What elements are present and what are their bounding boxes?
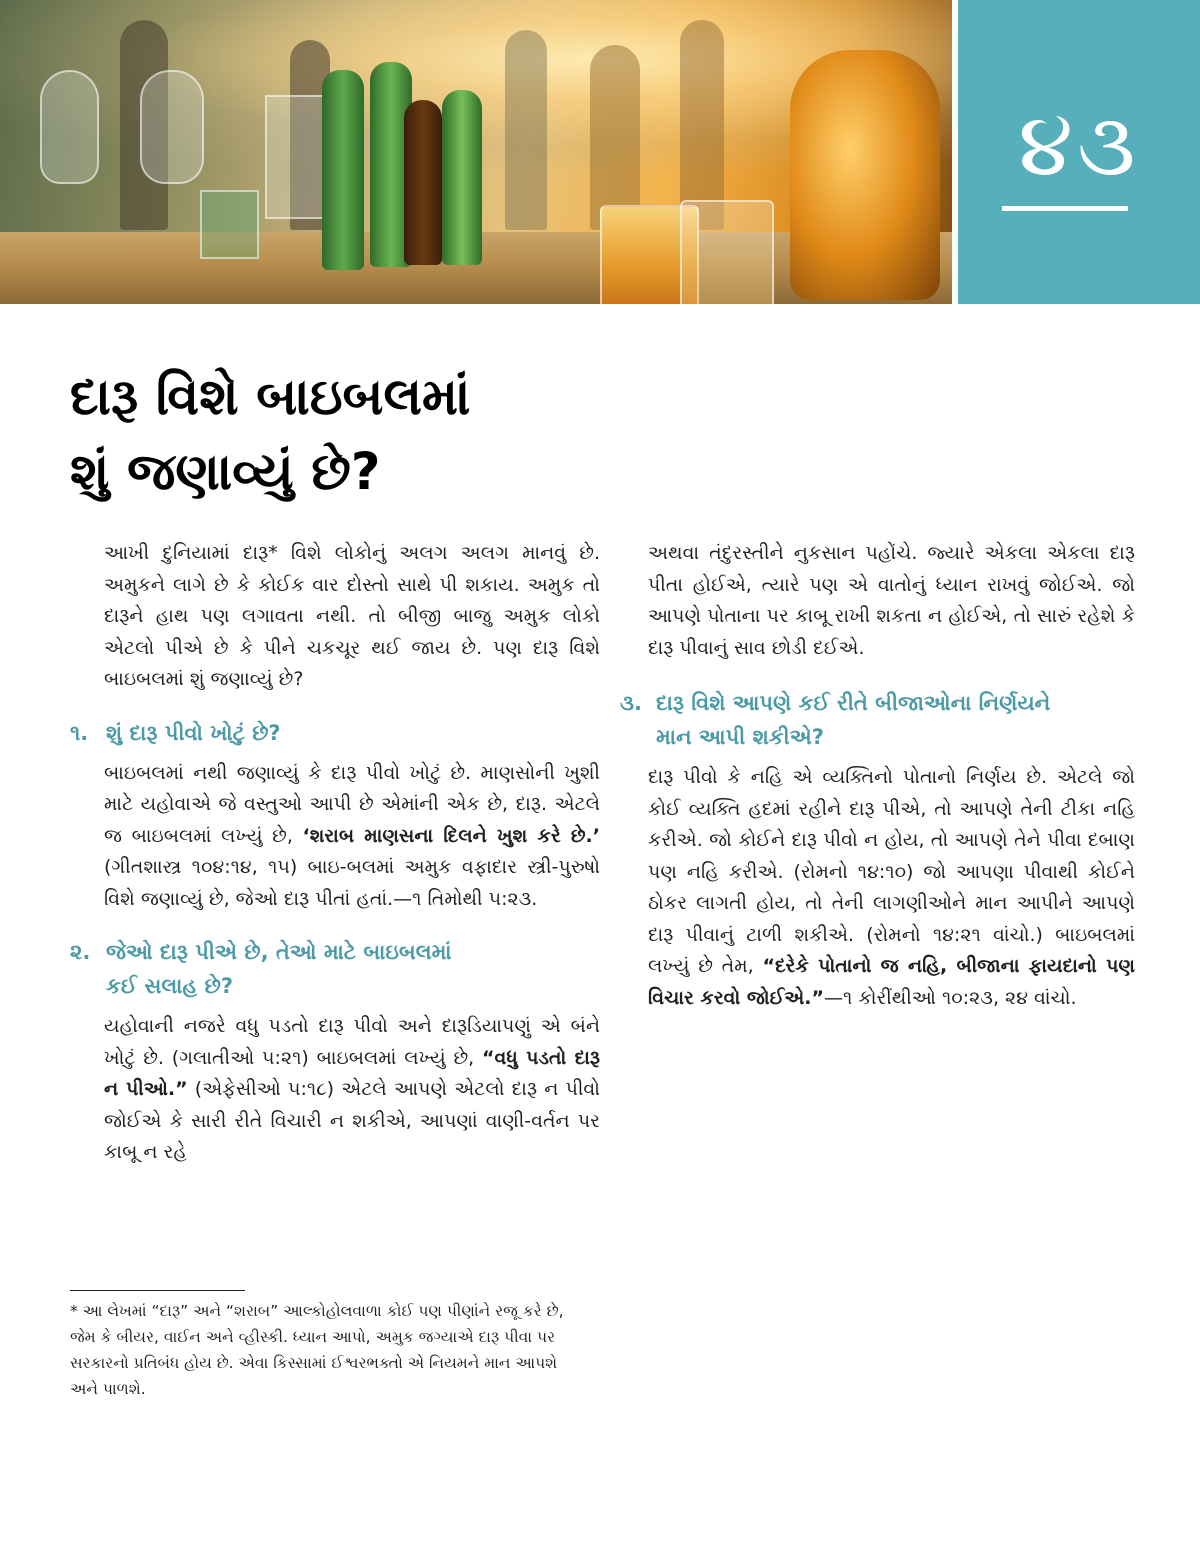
section-2-paragraph — [70, 1011, 600, 1169]
photo-bottle — [442, 90, 482, 265]
section-1-paragraph — [70, 758, 600, 916]
paragraph-text: બાઇબલમાં નથી જણાવ્યું કે દારૂ પીવો ખોટું છે. માણસોની ખુશી માટે યહોવાએ જે વસ્તુઓ આપી છે એમાંની એક છે, દારૂ. એટલે જ બાઇબલમાં લખ્યું છે, — [104, 761, 600, 847]
paragraph-text: યહોવાની નજરે વધુ પડતો દારૂ પીવો અને દારૂડિયાપણું એ બંને ખોટું છે. (ગલાતીઓ ૫:૨૧) બાઇબલમાં લખ્યું છે, — [104, 1015, 600, 1069]
title-line-2: શું જણાવ્યું છે? — [70, 443, 381, 502]
section-heading-text: માન આપી શકીએ? — [656, 725, 824, 749]
section-heading-text: દારૂ વિશે આપણે કઈ રીતે બીજાઓના નિર્ણયને — [656, 691, 1051, 715]
section-number: ૨. — [70, 940, 91, 964]
photo-person — [505, 30, 547, 230]
section-number: ૧. — [70, 720, 89, 745]
lesson-number-underline — [1002, 206, 1128, 211]
left-column — [70, 538, 600, 1169]
right-column — [620, 538, 1135, 1014]
photo-wine-glass — [140, 70, 204, 184]
bible-quote: “વધુ પડતો દારૂ ન પીઓ.” — [104, 1046, 600, 1100]
header-photo — [0, 0, 952, 304]
section-heading-text: શું દારૂ પીવો ખોટું છે? — [106, 720, 281, 745]
photo-tumbler — [200, 190, 259, 259]
photo-jug — [790, 50, 940, 300]
paragraph-text: —૧ કોરીંથીઓ ૧૦:૨૩, ૨૪ વાંચો. — [824, 986, 1077, 1009]
footnote-divider — [70, 1290, 245, 1291]
section-3-heading — [620, 686, 1135, 754]
section-number: ૩. — [620, 691, 642, 715]
section-2-paragraph-continued: અથવા તંદુરસ્તીને નુકસાન પહોંચે. જ્યારે એકલા એકલા દારૂ પીતા હોઈએ, ત્યારે પણ એ વાતોનું ધ્યાન રાખવું જોઈએ. જો આપણે પોતાના પર કાબૂ રાખી શકતા ન હોઈએ, તો સારું રહેશે કે દારૂ પીવાનું સાવ છોડી દઈએ. — [648, 542, 1135, 659]
footnote: * આ લેખમાં “દારૂ” અને “શરાબ” આલ્કોહોલવાળા કોઈ પણ પીણાંને રજૂ કરે છે, જેમ કે બીયર, વાઈન અને વ્હીસ્કી. ધ્યાન આપો, અમુક જગ્યાએ દારૂ પીવા પર સરકારનો પ્રતિબંધ હોય છે. એવા કિસ્સામાં ઈશ્વરભક્તો એ નિયમને માન આપશે અને પાળશે. — [70, 1302, 564, 1398]
page-title — [70, 360, 670, 510]
section-2-heading — [70, 935, 600, 1003]
paragraph-text: (એફેસીઓ ૫:૧૮) એટલે આપણે એટલો દારૂ ન પીવો જોઈએ કે સારી રીતે વિચારી ન શકીએ, આપણાં વાણી-વર્તન પર કાબૂ ન રહે — [104, 1078, 600, 1163]
photo-bottle — [322, 70, 364, 270]
section-1-heading — [70, 716, 600, 750]
photo-beer-glass — [680, 200, 774, 304]
intro-paragraph: આખી દુનિયામાં દારૂ* વિશે લોકોનું અલગ અલગ માનવું છે. અમુકને લાગે છે કે કોઈક વાર દોસ્તો સાથે પી શકાય. અમુક તો દારૂને હાથ પણ લગાવતા નથી. તો બીજી બાજુ અમુક લોકો એટલો પીએ છે કે પીને ચકચૂર થઈ જાય છે. પણ દારૂ વિશે બાઇબલમાં શું જણાવ્યું છે? — [104, 542, 600, 690]
paragraph-text: દારૂ પીવો કે નહિ એ વ્યક્તિનો પોતાનો નિર્ણય છે. એટલે જો કોઈ વ્યક્તિ હદમાં રહીને દારૂ પીએ, તો આપણે તેની ટીકા નહિ કરીએ. જો કોઈને દારૂ પીવો ન હોય, તો આપણે તેને પીવા દબાણ પણ નહિ કરીએ. (રોમનો ૧૪:૧૦) જો આપણા પીવાથી કોઈને ઠોકર લાગતી હોય, તો તેની લાગણીઓને માન આપીને આપણે દારૂ પીવાનું ટાળી શકીએ. (રોમનો ૧૪:૨૧ વાંચો.) બાઇબલમાં લખ્યું છે તેમ, — [648, 766, 1135, 977]
title-line-1: દારૂ વિશે બાઇબલમાં — [70, 368, 471, 427]
photo-person — [590, 45, 640, 230]
section-heading-text: જેઓ દારૂ પીએ છે, તેઓ માટે બાઇબલમાં — [106, 940, 452, 964]
bible-quote: ‘શરાબ માણસના દિલને ખુશ કરે છે.’ — [302, 824, 600, 847]
photo-wine-glass — [40, 70, 99, 184]
photo-tumbler — [265, 95, 324, 219]
section-3-paragraph — [620, 762, 1135, 1014]
lesson-badge — [958, 0, 1200, 304]
photo-bottle — [404, 100, 442, 265]
section-heading-text: કઈ સલાહ છે? — [106, 974, 234, 998]
bible-quote: “દરેકે પોતાનો જ નહિ, બીજાના ફાયદાનો પણ વિચાર કરવો જોઈએ.” — [648, 955, 1135, 1009]
lesson-number: ૪૩ — [1018, 93, 1140, 196]
paragraph-text: (ગીતશાસ્ત્ર ૧૦૪:૧૪, ૧૫) બાઇ-બલમાં અમુક વફાદાર સ્ત્રી-પુરુષો વિશે જણાવ્યું છે, જેઓ દારૂ પીતાં હતાં.—૧ તિમોથી ૫:૨૩. — [104, 856, 600, 910]
photo-person — [680, 20, 724, 230]
